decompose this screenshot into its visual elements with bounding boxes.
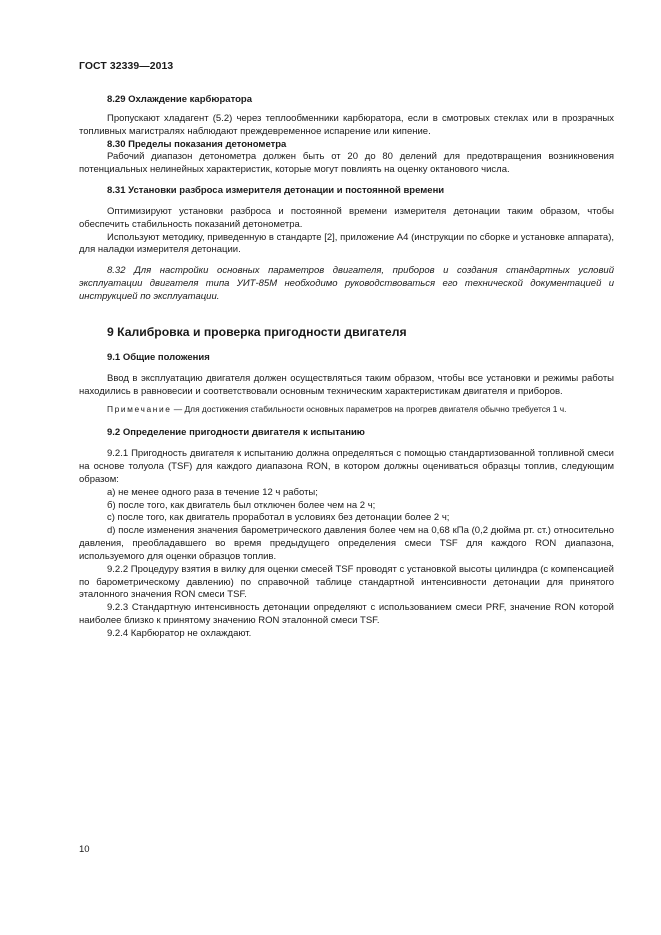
section-9-2-4-text: 9.2.4 Карбюратор не охлаждают. (107, 628, 252, 639)
list-item-a: а) не менее одного раза в течение 12 ч работы; (107, 486, 318, 498)
section-9-1-title: 9.1 Общие положения (107, 351, 210, 363)
section-8-30-title: 8.30 Пределы показания детонометра (107, 138, 287, 150)
note (79, 404, 614, 415)
note-text: — Для достижения стабильности основных параметров на прогрев двигателя обычно требуется 1 ч. (171, 404, 567, 415)
list-item-c: с) после того, как двигатель проработал в условиях без детонации более 2 ч; (107, 512, 450, 524)
section-8-31-paragraph-2: Используют методику, приведенную в стандарте [2], приложение А4 (инструкции по сборке и установке аппарата), для наладки измерителя детонации. (79, 231, 614, 256)
page-content (79, 94, 614, 641)
section-8-32-text: 8.32 Для настройки основных параметров двигателя, приборов и создания стандартных условий эксплуатации двигателя типа УИТ-85М необходимо руководствоваться его технической документацией и инструкцией по эксплуатации. (79, 265, 614, 302)
section-8-29-text: Пропускают хладагент (5.2) через теплообменники карбюратора, если в смотровых стеклах или в прозрачных топливных магистралях наблюдают преждевременное испарение или кипение. (79, 112, 614, 137)
section-9-2-3-text: 9.2.3 Стандартную интенсивность детонации определяют с использованием смеси PRF, значение RON которой наиболее близко к принятому значению RON эталонной смеси TSF. (79, 602, 614, 627)
section-9-2-title: 9.2 Определение пригодности двигателя к испытанию (107, 427, 365, 439)
section-8-31-paragraph-1: Оптимизируют установки разброса и постоянной времени измерителя детонации таким образом, чтобы обеспечить стабильность показаний детонометра. (79, 205, 614, 230)
section-8-31-title: 8.31 Установки разброса измерителя детонации и постоянной времени (107, 185, 445, 197)
section-9-2-1-text: 9.2.1 Пригодность двигателя к испытанию должна определяться с помощью стандартизованной топливной смеси на основе толуола (TSF) для каждого диапазона RON, в котором должны оцениваться образцы топлив, следующим образом: (79, 448, 614, 485)
note-label: Примечание (107, 404, 172, 415)
section-8-30-text: Рабочий диапазон детонометра должен быть от 20 до 80 делений для предотвращения возникновения потенциальных нелинейных характеристик, которые могут повлиять на оценку октанового числа. (79, 151, 614, 176)
standard-header: ГОСТ 32339—2013 (79, 61, 174, 72)
list-item-b: б) после того, как двигатель был отключен более чем на 2 ч; (107, 499, 376, 511)
section-9-2-2-text: 9.2.2 Процедуру взятия в вилку для оценки смесей TSF проводят с установкой высоты цилиндра (с компенсацией по барометрическому давлению) по справочной таблице стандартной интенсивности детонации для принятого эталонного значения RON смеси TSF. (79, 563, 614, 601)
section-9-title: 9 Калибровка и проверка пригодности двигателя (107, 324, 407, 339)
section-9-1-text: Ввод в эксплуатацию двигателя должен осуществляться таким образом, чтобы все установки и режимы работы находились в равновесии и соответствовали основным техническим характеристикам двигателя и приборов. (79, 372, 614, 397)
page-number: 10 (79, 844, 90, 855)
section-8-29-title: 8.29 Охлаждение карбюратора (107, 94, 252, 105)
list-item-d: d) после изменения значения барометрического давления более чем на 0,68 кПа (0,2 дюйма рт. ст.) относительно давления, преобладавшего во время предыдущего определения смеси TSF для каждого RON диапазона, используемого для оценки образцов топлив. (79, 525, 614, 562)
